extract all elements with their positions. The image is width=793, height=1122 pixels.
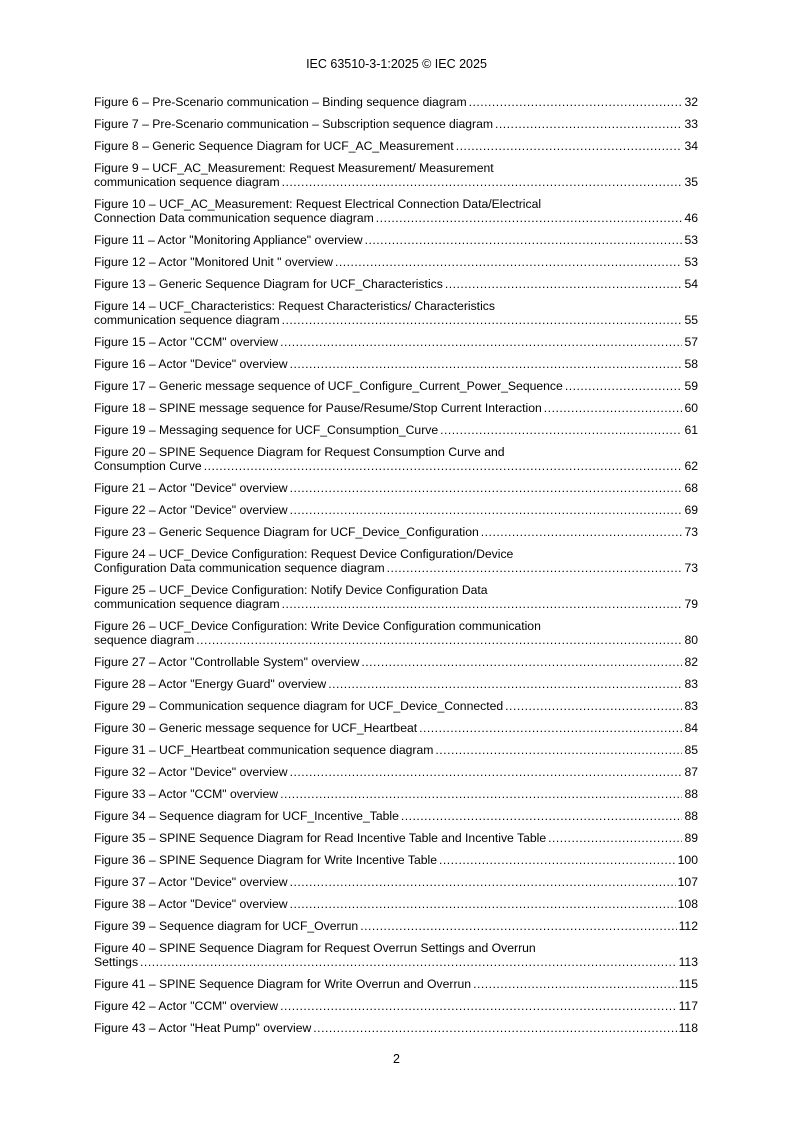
dot-leader [481,525,683,539]
toc-entry-row [94,597,698,611]
dot-leader [469,95,683,109]
toc-entry[interactable] [94,919,698,933]
toc-entry-page: 59 [684,379,698,393]
dot-leader [387,561,683,575]
toc-entry-title: Configuration Data communication sequence diagram [94,561,385,575]
toc-entry-page: 33 [684,117,698,131]
toc-entry-row [94,809,698,823]
dot-leader [335,255,682,269]
toc-entry[interactable] [94,357,698,371]
toc-entry-row [94,459,698,473]
toc-entry-title: Figure 29 – Communication sequence diagram for UCF_Device_Connected [94,699,504,713]
toc-entry-row [94,977,698,991]
dot-leader [544,401,683,415]
dot-leader [196,633,682,647]
dot-leader [282,313,683,327]
toc-entry[interactable] [94,699,698,713]
toc-entry-page: 115 [678,977,698,991]
toc-entry-page: 80 [684,633,698,647]
toc-entry[interactable] [94,655,698,669]
toc-entry-row [94,999,698,1013]
toc-entry[interactable] [94,853,698,867]
toc-entry-row [94,335,698,349]
toc-entry-page: 58 [684,357,698,371]
toc-entry-row [94,765,698,779]
toc-entry-page: 55 [684,313,698,327]
dot-leader [505,699,682,713]
toc-entry-row [94,175,698,189]
toc-entry-title: Figure 39 – Sequence diagram for UCF_Overrun [94,919,359,933]
dot-leader [565,379,683,393]
dot-leader [290,875,676,889]
toc-entry-page: 113 [678,955,698,969]
toc-entry[interactable] [94,547,698,575]
dot-leader [419,721,682,735]
dot-leader [365,233,683,247]
toc-entry-title: Figure 31 – UCF_Heartbeat communication sequence diagram [94,743,434,757]
toc-entry-title: Figure 11 – Actor "Monitoring Appliance" overview [94,233,363,247]
toc-entry-page: 62 [684,459,698,473]
dot-leader [456,139,683,153]
toc-entry-page: 32 [684,95,698,109]
toc-entry[interactable] [94,787,698,801]
toc-entry-page: 83 [684,699,698,713]
dot-leader [360,919,676,933]
dot-leader [290,481,683,495]
toc-entry-row [94,831,698,845]
page-number: 2 [393,1052,400,1066]
toc-entry-page: 88 [684,787,698,801]
toc-entry-title: communication sequence diagram [94,313,280,327]
toc-entry-row [94,743,698,757]
toc-entry[interactable] [94,765,698,779]
toc-entry-page: 79 [684,597,698,611]
toc-entry[interactable] [94,117,698,131]
toc-entry-title-line: Figure 40 – SPINE Sequence Diagram for Request Overrun Settings and Overrun [94,941,536,955]
toc-entry-title: Figure 35 – SPINE Sequence Diagram for Read Incentive Table and Incentive Table [94,831,547,845]
toc-entry-title: Figure 28 – Actor "Energy Guard" overview [94,677,327,691]
dot-leader [473,977,676,991]
toc-entry-title: Settings [94,955,139,969]
toc-entry-row [94,503,698,517]
toc-entry[interactable] [94,619,698,647]
toc-entry-title: Figure 15 – Actor "CCM" overview [94,335,279,349]
toc-entry-row [94,721,698,735]
toc-entry-title: Figure 36 – SPINE Sequence Diagram for Write Incentive Table [94,853,438,867]
toc-entry[interactable] [94,583,698,611]
toc-entry-title: Figure 16 – Actor "Device" overview [94,357,288,371]
toc-entry-title: Figure 34 – Sequence diagram for UCF_Incentive_Table [94,809,399,823]
dot-leader [280,999,676,1013]
dot-leader [440,423,682,437]
toc-entry-title: Figure 41 – SPINE Sequence Diagram for Write Overrun and Overrun [94,977,472,991]
toc-entry-title-line: Figure 14 – UCF_Characteristics: Request Characteristics/ Characteristics [94,299,495,313]
toc-entry[interactable] [94,525,698,539]
dot-leader [282,597,683,611]
toc-entry-page: 89 [684,831,698,845]
toc-entry-title-line: Figure 24 – UCF_Device Configuration: Request Device Configuration/Device [94,547,514,561]
toc-entry-title: Figure 21 – Actor "Device" overview [94,481,288,495]
dot-leader [290,357,683,371]
toc-entry[interactable] [94,809,698,823]
toc-entry-title: Figure 33 – Actor "CCM" overview [94,787,279,801]
toc-entry-title: Figure 37 – Actor "Device" overview [94,875,288,889]
toc-entry-row [94,313,698,327]
toc-entry-title-line: Figure 26 – UCF_Device Configuration: Write Device Configuration communication [94,619,541,633]
toc-entry-page: 85 [684,743,698,757]
toc-entry-page: 112 [678,919,698,933]
toc-entry-title: Figure 8 – Generic Sequence Diagram for UCF_AC_Measurement [94,139,454,153]
toc-entry[interactable] [94,335,698,349]
toc-entry-row [94,423,698,437]
toc-entry[interactable] [94,831,698,845]
dot-leader [313,1021,676,1035]
toc-entry[interactable] [94,161,698,189]
toc-entry-title: Figure 6 – Pre-Scenario communication – Binding sequence diagram [94,95,467,109]
toc-entry-row [94,699,698,713]
toc-entry[interactable] [94,503,698,517]
toc-entry-row [94,117,698,131]
toc-entry-title: Figure 19 – Messaging sequence for UCF_Consumption_Curve [94,423,439,437]
toc-entry-page: 73 [684,525,698,539]
dot-leader [439,853,676,867]
dot-leader [290,765,683,779]
toc-entry[interactable] [94,423,698,437]
page-header: IEC 63510-3-1:2025 © IEC 2025 [306,57,487,71]
toc-entry[interactable] [94,255,698,269]
toc-entry-row [94,655,698,669]
toc-entry[interactable] [94,875,698,889]
toc-entry-row [94,211,698,225]
toc-entry[interactable] [94,95,698,109]
toc-entry-page: 53 [684,233,698,247]
toc-entry-page: 82 [684,655,698,669]
dot-leader [376,211,683,225]
toc-entry-page: 35 [684,175,698,189]
toc-entry-page: 53 [684,255,698,269]
toc-entry-row [94,787,698,801]
toc-entry[interactable] [94,999,698,1013]
toc-entry[interactable] [94,481,698,495]
toc-entry-page: 100 [677,853,698,867]
toc-entry[interactable] [94,139,698,153]
toc-entry-page: 69 [684,503,698,517]
toc-entry-page: 117 [678,999,698,1013]
toc-entry-page: 73 [684,561,698,575]
toc-entry-row [94,1021,698,1035]
toc-entry-page: 118 [678,1021,698,1035]
toc-entry-title: Figure 18 – SPINE message sequence for Pause/Resume/Stop Current Interaction [94,401,542,415]
toc-entry-row [94,677,698,691]
toc-entry-page: 68 [684,481,698,495]
toc-entry[interactable] [94,677,698,691]
dot-leader [548,831,682,845]
toc-entry-title-line: Figure 25 – UCF_Device Configuration: Notify Device Configuration Data [94,583,488,597]
toc-entry-title: Figure 23 – Generic Sequence Diagram for UCF_Device_Configuration [94,525,479,539]
toc-entry-row [94,139,698,153]
toc-entry-title: communication sequence diagram [94,175,280,189]
dot-leader [282,175,683,189]
toc-entry[interactable] [94,1021,698,1035]
toc-entry[interactable] [94,941,698,969]
toc-entry-row [94,233,698,247]
toc-entry-page: 88 [684,809,698,823]
toc-entry-page: 60 [684,401,698,415]
toc-entry-row [94,561,698,575]
dot-leader [204,459,683,473]
toc-entry[interactable] [94,721,698,735]
dot-leader [435,743,682,757]
toc-entry-page: 83 [684,677,698,691]
toc-entry-row [94,525,698,539]
toc-entry-row [94,95,698,109]
toc-entry[interactable] [94,277,698,291]
toc-entry[interactable] [94,299,698,327]
dot-leader [290,897,676,911]
toc-entry-page: 34 [684,139,698,153]
toc-entry-page: 57 [684,335,698,349]
toc-entry-page: 46 [684,211,698,225]
toc-entry-row [94,255,698,269]
dot-leader [280,787,682,801]
toc-entry[interactable] [94,233,698,247]
toc-entry-title: Figure 7 – Pre-Scenario communication – Subscription sequence diagram [94,117,494,131]
dot-leader [140,955,677,969]
toc-entry-title: Figure 12 – Actor "Monitored Unit " overview [94,255,333,269]
toc-entry-title: Connection Data communication sequence diagram [94,211,374,225]
toc-entry-title-line: Figure 20 – SPINE Sequence Diagram for Request Consumption Curve and [94,445,505,459]
toc-entry-row [94,379,698,393]
dot-leader [290,503,683,517]
toc-entry-page: 84 [684,721,698,735]
toc-entry-page: 54 [684,277,698,291]
toc-entry-page: 87 [684,765,698,779]
toc-entry-title: Figure 30 – Generic message sequence for UCF_Heartbeat [94,721,418,735]
toc-entry[interactable] [94,743,698,757]
toc-entry[interactable] [94,897,698,911]
toc-entry-title-line: Figure 9 – UCF_AC_Measurement: Request Measurement/ Measurement [94,161,494,175]
toc-entry-row [94,357,698,371]
toc-entry[interactable] [94,197,698,225]
dot-leader [361,655,682,669]
toc-entry-title: communication sequence diagram [94,597,280,611]
toc-entry-title: Figure 13 – Generic Sequence Diagram for UCF_Characteristics [94,277,443,291]
toc-entry-page: 108 [677,897,698,911]
toc-entry[interactable] [94,445,698,473]
toc-entry-title: Consumption Curve [94,459,202,473]
dot-leader [328,677,682,691]
toc-entry-title: Figure 17 – Generic message sequence of UCF_Configure_Current_Power_Sequence [94,379,563,393]
toc-entry-row [94,277,698,291]
toc-entry-row [94,401,698,415]
toc-entry-title: Figure 43 – Actor "Heat Pump" overview [94,1021,312,1035]
toc-entry-title: Figure 22 – Actor "Device" overview [94,503,288,517]
toc-entry[interactable] [94,977,698,991]
toc-entry-page: 107 [677,875,698,889]
toc-entry[interactable] [94,379,698,393]
toc-entry-row [94,955,698,969]
dot-leader [495,117,682,131]
toc-entry[interactable] [94,401,698,415]
toc-entry-title: sequence diagram [94,633,195,647]
toc-entry-title: Figure 32 – Actor "Device" overview [94,765,288,779]
toc-entry-title: Figure 42 – Actor "CCM" overview [94,999,279,1013]
toc-entry-row [94,875,698,889]
toc-entry-title: Figure 38 – Actor "Device" overview [94,897,288,911]
toc-entry-title-line: Figure 10 – UCF_AC_Measurement: Request Electrical Connection Data/Electrical [94,197,542,211]
toc-entry-row [94,897,698,911]
dot-leader [280,335,682,349]
toc-entry-page: 61 [684,423,698,437]
toc-entry-title: Figure 27 – Actor "Controllable System" overview [94,655,360,669]
toc-entry-row [94,919,698,933]
toc-entry-row [94,633,698,647]
dot-leader [401,809,683,823]
list-of-figures [94,95,698,1043]
toc-entry-row [94,481,698,495]
toc-entry-row [94,853,698,867]
dot-leader [445,277,683,291]
